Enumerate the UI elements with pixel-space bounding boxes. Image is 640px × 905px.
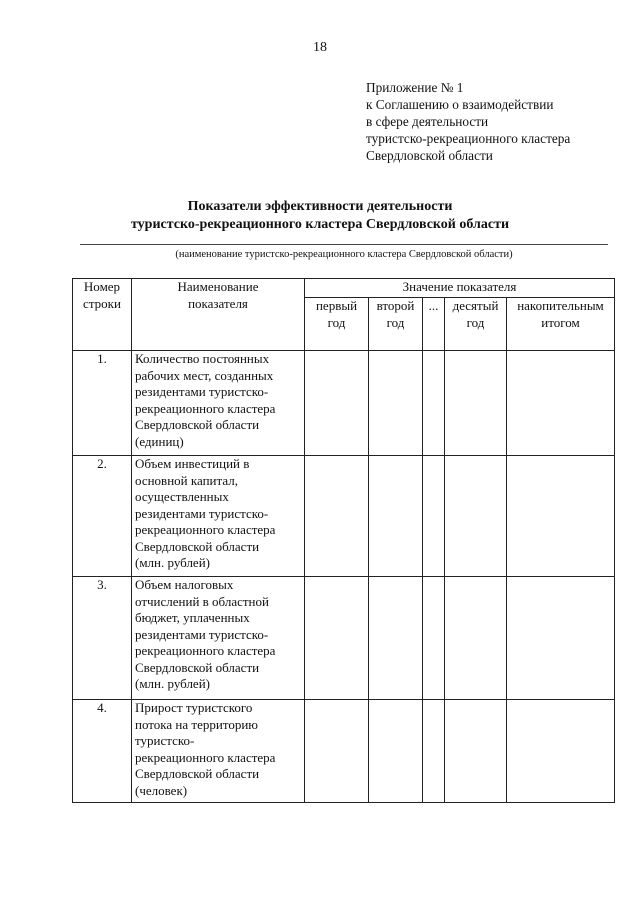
- header-second-year: [369, 298, 423, 351]
- name-line: рекреационного кластера: [135, 643, 276, 658]
- value-cell: [507, 351, 615, 456]
- blank-line: [80, 244, 608, 245]
- header-text: год: [386, 314, 405, 330]
- name-line: Объем инвестиций в: [135, 456, 250, 471]
- value-cell: [507, 700, 615, 803]
- row-number: 1.: [73, 351, 132, 456]
- name-line: основной капитал,: [135, 472, 238, 488]
- indicators-table: [72, 278, 615, 803]
- value-cell: [305, 700, 369, 803]
- value-cell: [369, 700, 423, 803]
- table-row: [73, 700, 615, 803]
- value-cell: [507, 456, 615, 577]
- value-cell: [423, 577, 445, 700]
- name-line: Свердловской области: [135, 538, 260, 554]
- header-text: Наименование: [177, 279, 259, 294]
- name-line: Свердловской области: [135, 766, 260, 781]
- value-cell: [369, 456, 423, 577]
- cluster-name-caption: (наименование туристско-рекреационного кластера Свердловской области): [175, 249, 513, 260]
- title-line: Показатели эффективности деятельности: [187, 199, 453, 214]
- header-text: показателя: [188, 295, 248, 311]
- header-tenth-year: [445, 298, 507, 351]
- header-text: накопительным: [517, 298, 604, 313]
- name-line: (единиц): [135, 433, 184, 449]
- value-cell: [507, 577, 615, 700]
- header-text: год: [466, 314, 485, 330]
- header-text: первый: [315, 298, 358, 313]
- row-number: 2.: [73, 456, 132, 577]
- value-cell: [305, 577, 369, 700]
- header-text: Номер: [83, 279, 121, 294]
- name-line: (млн. рублей): [135, 555, 210, 570]
- name-line: туристско-: [135, 733, 195, 748]
- appendix-line: Приложение № 1: [366, 80, 464, 95]
- header-indicator-name: [132, 279, 305, 351]
- document-title: [0, 198, 640, 234]
- value-cell: [369, 577, 423, 700]
- name-line: (млн. рублей): [135, 676, 210, 691]
- appendix-line: в сфере деятельности: [366, 114, 489, 129]
- name-line: резидентами туристско-: [135, 505, 269, 521]
- header-row-number: [73, 279, 132, 351]
- indicator-name: [132, 456, 305, 577]
- header-text: год: [327, 314, 346, 330]
- value-cell: [423, 456, 445, 577]
- appendix-line: к Соглашению о взаимодействии: [366, 97, 554, 112]
- name-line: Свердловской области: [135, 417, 260, 432]
- value-cell: [445, 577, 507, 700]
- name-line: резидентами туристско-: [135, 384, 269, 399]
- row-number: 4.: [73, 700, 132, 803]
- name-line: потока на территорию: [135, 716, 258, 732]
- name-line: отчислений в областной: [135, 593, 269, 609]
- value-cell: [305, 456, 369, 577]
- header-value-group: Значение показателя: [305, 279, 615, 298]
- indicator-name: [132, 577, 305, 700]
- row-number: 3.: [73, 577, 132, 700]
- table-row: [73, 456, 615, 577]
- name-line: рекреационного кластера: [135, 400, 276, 416]
- header-first-year: [305, 298, 369, 351]
- header-text: второй: [376, 298, 415, 313]
- table-row: [73, 577, 615, 700]
- value-cell: [423, 700, 445, 803]
- name-line: бюджет, уплаченных: [135, 610, 250, 625]
- value-cell: [423, 351, 445, 456]
- header-text: строки: [83, 295, 121, 311]
- title-line: туристско-рекреационного кластера Свердловской области: [130, 217, 510, 232]
- appendix-line: туристско-рекреационного кластера: [366, 131, 571, 146]
- appendix-line: Свердловской области: [366, 148, 493, 163]
- appendix-note: [366, 79, 570, 164]
- name-line: Свердловской области: [135, 659, 260, 675]
- name-line: резидентами туристско-: [135, 626, 269, 642]
- indicator-name: [132, 700, 305, 803]
- header-text: ...: [428, 298, 439, 313]
- name-line: Прирост туристского: [135, 700, 253, 715]
- indicator-name: [132, 351, 305, 456]
- value-cell: [445, 351, 507, 456]
- header-cumulative: [507, 298, 615, 351]
- name-line: Количество постоянных: [135, 351, 270, 366]
- header-text: итогом: [541, 314, 580, 330]
- value-cell: [445, 700, 507, 803]
- page-number: 18: [313, 40, 327, 55]
- name-line: Объем налоговых: [135, 577, 234, 592]
- header-ellipsis: [423, 298, 445, 351]
- value-cell: [305, 351, 369, 456]
- name-line: рабочих мест, созданных: [135, 367, 274, 383]
- name-line: (человек): [135, 782, 188, 798]
- name-line: рекреационного кластера: [135, 749, 276, 765]
- table-row: [73, 351, 615, 456]
- header-text: десятый: [452, 298, 499, 313]
- name-line: рекреационного кластера: [135, 522, 276, 537]
- value-cell: [445, 456, 507, 577]
- value-cell: [369, 351, 423, 456]
- name-line: осуществленных: [135, 489, 229, 504]
